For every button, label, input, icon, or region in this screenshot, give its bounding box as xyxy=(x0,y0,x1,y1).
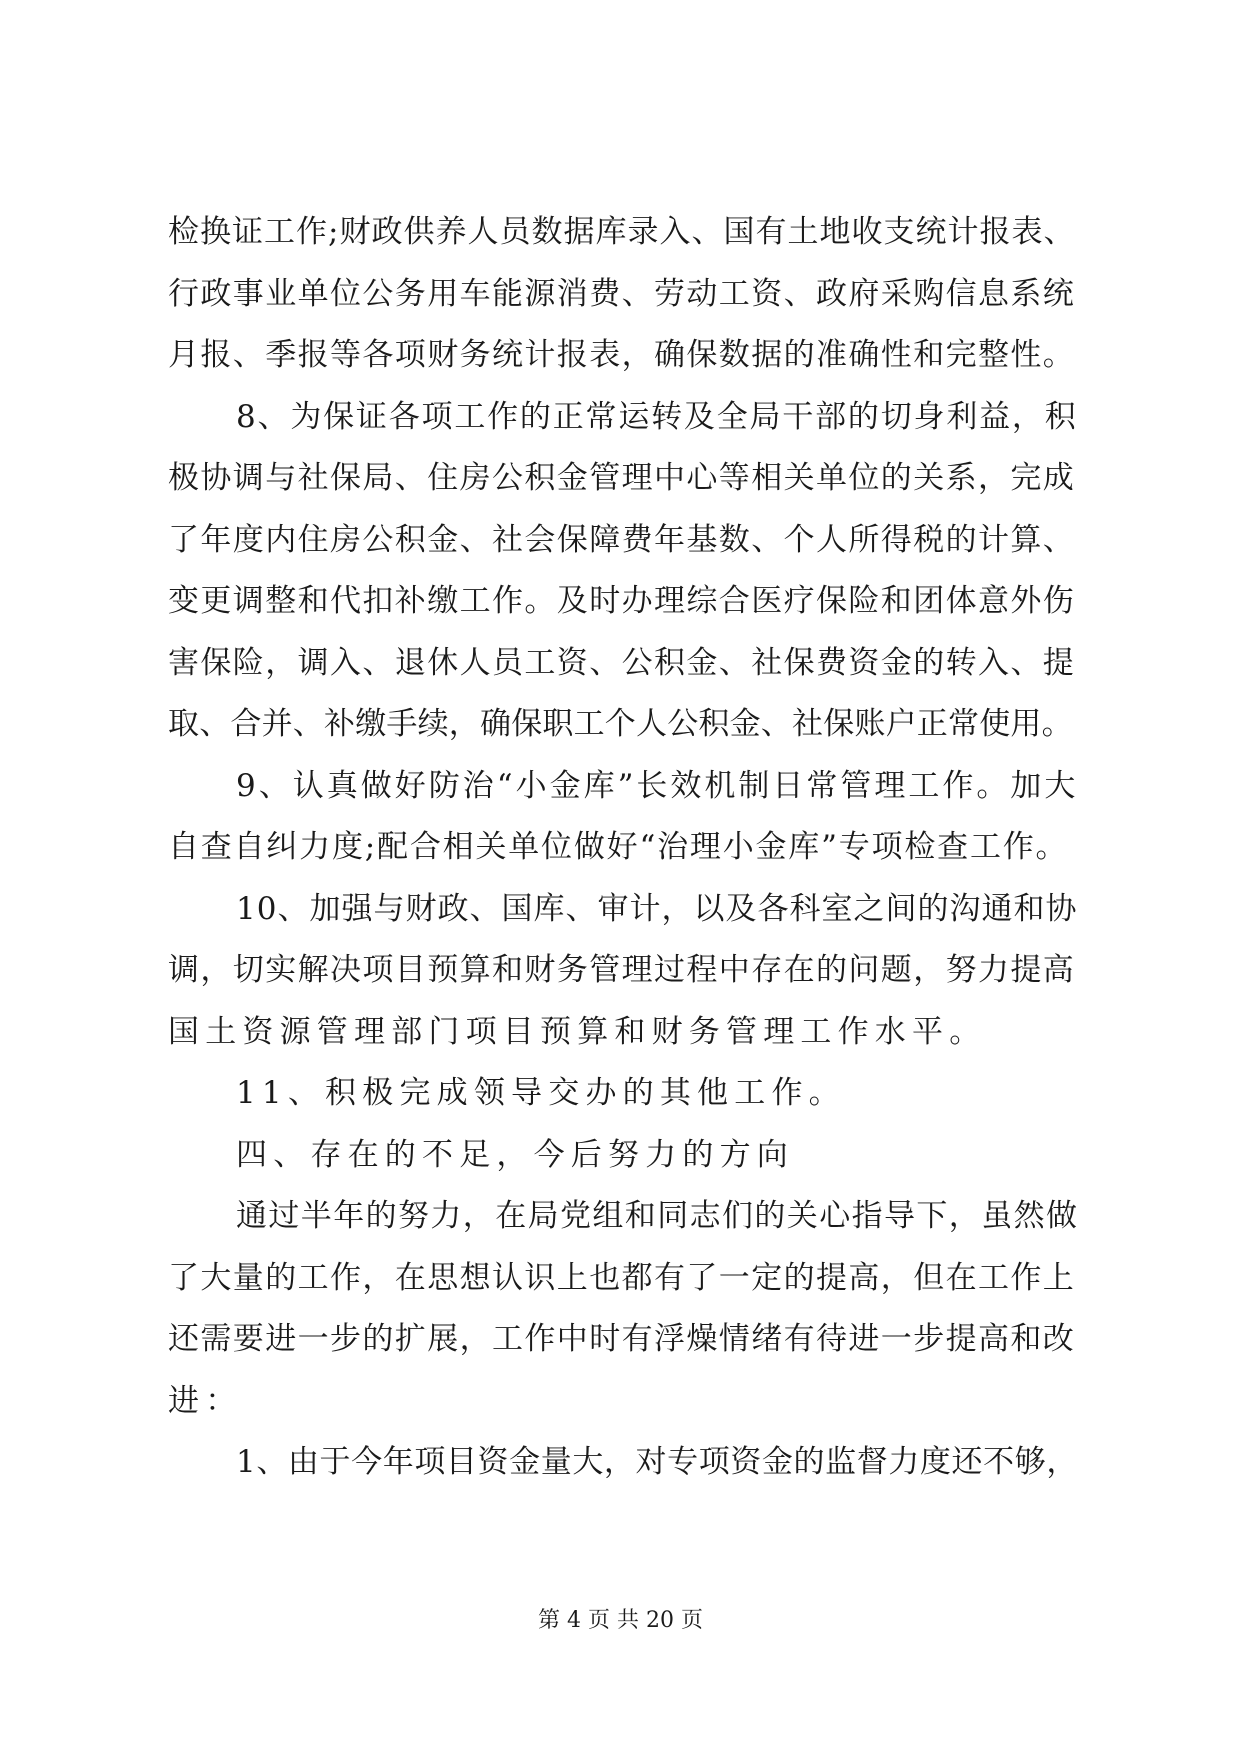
text-line: 害保险，调入、退休人员工资、公积金、社保费资金的转入、提 xyxy=(168,644,1076,681)
text-line: 国土资源管理部门项目预算和财务管理工作水平。 xyxy=(168,1013,987,1050)
text-line: 了年度内住房公积金、社会保障费年基数、个人所得税的计算、 xyxy=(168,521,1076,558)
text-line: 9、认真做好防治“小金库”长效机制日常管理工作。加大 xyxy=(236,767,1079,804)
text-line: 自查自纠力度;配合相关单位做好“治理小金库”专项检查工作。 xyxy=(168,829,1069,865)
text-line: 10、加强与财政、国库、审计，以及各科室之间的沟通和协 xyxy=(236,890,1078,927)
text-line: 月报、季报等各项财务统计报表，确保数据的准确性和完整性。 xyxy=(168,337,1076,373)
text-line: 通过半年的努力，在局党组和同志们的关心指导下，虽然做 xyxy=(236,1198,1079,1234)
body-text xyxy=(168,202,1078,1494)
text-line: 1、由于今年项目资金量大，对专项资金的监督力度还不够， xyxy=(236,1444,1078,1480)
text-line: 了大量的工作，在思想认识上也都有了一定的提高，但在工作上 xyxy=(168,1259,1076,1296)
text-line: 检换证工作;财政供养人员数据库录入、国有土地收支统计报表、 xyxy=(168,214,1076,250)
text-line: 取、合并、补缴手续，确保职工个人公积金、社保账户正常使用。 xyxy=(168,706,1073,742)
page-number-footer: 第 4 页 共 20 页 xyxy=(538,1608,703,1633)
text-line: 变更调整和代扣补缴工作。及时办理综合医疗保险和团体意外伤 xyxy=(168,583,1076,619)
text-line: 还需要进一步的扩展，工作中时有浮燥情绪有待进一步提高和改 xyxy=(168,1321,1076,1357)
text-line: 极协调与社保局、住房公积金管理中心等相关单位的关系，完成 xyxy=(168,460,1076,496)
text-line: 行政事业单位公务用车能源消费、劳动工资、政府采购信息系统 xyxy=(168,275,1076,312)
text-line: 11、积极完成领导交办的其他工作。 xyxy=(236,1075,846,1111)
text-line: 8、为保证各项工作的正常运转及全局干部的切身利益，积 xyxy=(236,398,1078,435)
section-heading: 四、存在的不足，今后努力的方向 xyxy=(236,1136,794,1173)
text-line: 调，切实解决项目预算和财务管理过程中存在的问题，努力提高 xyxy=(168,952,1076,988)
text-line: 进： xyxy=(168,1382,243,1419)
